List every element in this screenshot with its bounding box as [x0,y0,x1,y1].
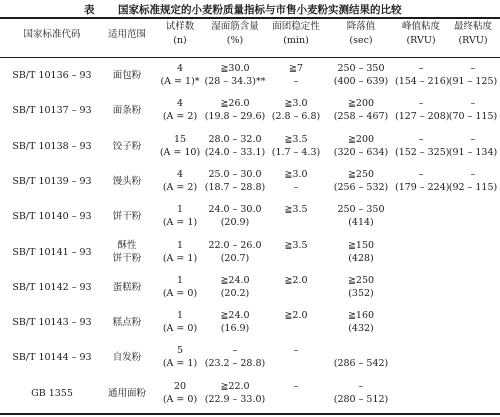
dough-stability-measured [266,357,326,370]
table-row [0,237,500,270]
sample-count-cell [156,309,204,335]
dough-stability-measured: – [293,76,299,87]
dough-stability-cell [266,97,326,123]
falling-number-measured: (280 – 512) [333,394,389,405]
header-stability [266,20,326,48]
peak-viscosity-cell [395,239,447,265]
wet-gluten-measured: (16.9) [220,323,250,334]
table-row [0,378,500,411]
header-peak [395,20,447,48]
peak-viscosity-measured [395,357,447,370]
table-row [0,166,500,199]
peak-viscosity-standard [395,344,447,357]
scope-line: 蛋糕粉 [112,282,142,293]
dough-stability-cell [266,168,326,194]
peak-viscosity-standard: – [418,98,424,109]
final-viscosity-cell [448,203,498,229]
wet-gluten-cell [203,309,267,335]
header-scope [100,28,154,42]
sample-count-cell [156,133,204,159]
wet-gluten-measured: (23.2 – 28.8) [204,358,266,369]
final-viscosity-measured: (70 – 115) [448,111,498,122]
final-viscosity-measured [448,393,498,406]
dough-stability-measured: (1.7 – 4.3) [271,147,321,158]
dough-stability-measured [266,252,326,265]
sample-count-measured: (A = 10) [159,147,201,158]
application-scope [100,387,154,400]
wet-gluten-cell [203,62,267,88]
peak-viscosity-measured [395,252,447,265]
dough-stability-standard: ≧3.5 [284,134,308,145]
final-viscosity-cell [448,380,498,406]
standard-code: SB/T 10137 – 93 [12,105,92,116]
header-n-line2: (n) [173,35,187,46]
scope-line: 饼干粉 [112,211,142,222]
sample-count-standard: 20 [173,381,187,392]
scope-line: 酥性 [117,240,137,251]
application-scope [100,316,154,329]
header-gluten-line1: 湿面筋含量 [211,21,259,32]
header-gluten-line2: (%) [226,35,244,46]
scope-line: 面条粉 [112,105,142,116]
peak-viscosity-measured: (127 – 208) [395,111,450,122]
wet-gluten-standard: 22.0 – 26.0 [208,240,262,251]
peak-viscosity-standard: – [418,134,424,145]
final-viscosity-standard: – [470,169,476,180]
wet-gluten-standard: 25.0 – 30.0 [208,169,262,180]
standard-code: SB/T 10144 – 93 [12,352,92,363]
peak-viscosity-standard: – [418,63,424,74]
bottom-rule [0,413,500,415]
falling-number-measured: (414) [348,217,374,228]
dough-stability-cell [266,203,326,229]
standard-code: SB/T 10140 – 93 [12,211,92,222]
final-viscosity-cell [448,97,498,123]
peak-viscosity-cell [395,274,447,300]
standard-code: SB/T 10141 – 93 [12,247,92,258]
scope-line: 通用面粉 [107,388,146,399]
wet-gluten-measured: (20.9) [220,217,250,228]
scope-line: 馒头粉 [112,176,142,187]
sample-count-measured: (A = 1)* [160,76,200,87]
wet-gluten-measured: (20.2) [220,288,250,299]
falling-number-standard [328,344,394,357]
scope-line: 饺子粉 [112,141,142,152]
application-scope [100,239,154,265]
falling-number-cell [328,168,394,194]
final-viscosity-standard: – [470,63,476,74]
header-n [156,20,204,48]
table-row [0,272,500,305]
dough-stability-measured [266,287,326,300]
falling-number-standard: ≧200 [347,98,375,109]
dough-stability-cell [266,344,326,370]
header-code [6,28,98,42]
sample-count-cell [156,62,204,88]
sample-count-standard: 1 [176,204,184,215]
sample-count-measured: (A = 1) [162,358,198,369]
dough-stability-cell [266,239,326,265]
falling-number-cell [328,203,394,229]
header-peak-line2: (RVU) [406,35,436,46]
falling-number-standard: ≧150 [347,240,375,251]
peak-viscosity-cell [395,62,450,88]
peak-viscosity-cell [395,380,447,406]
table-row [0,95,500,128]
peak-viscosity-cell [395,133,450,159]
wet-gluten-cell [203,380,267,406]
peak-viscosity-measured: (154 – 216) [395,76,450,87]
final-viscosity-cell [448,309,498,335]
wet-gluten-cell [203,203,267,229]
wet-gluten-standard: ≧24.0 [220,310,250,321]
wet-gluten-cell [203,133,267,159]
wet-gluten-measured: (19.8 – 29.6) [204,111,266,122]
falling-number-cell [328,344,394,370]
falling-number-cell [328,97,394,123]
scope-line: 糕点粉 [112,317,142,328]
peak-viscosity-cell [395,344,447,370]
wet-gluten-standard: ≧24.0 [220,275,250,286]
falling-number-measured: (258 – 467) [333,111,389,122]
wet-gluten-cell [203,97,267,123]
wet-gluten-standard: 28.0 – 32.0 [208,134,262,145]
table-title-text: 国家标准规定的小麦粉质量指标与市售小麦粉实测结果的比较 [118,4,402,16]
application-scope [100,69,154,82]
wet-gluten-cell [203,274,267,300]
dough-stability-measured [266,216,326,229]
wet-gluten-standard: – [232,345,238,356]
peak-viscosity-standard [395,274,447,287]
falling-number-standard: ≧250 [347,169,375,180]
final-viscosity-standard [448,203,498,216]
application-scope [100,140,154,153]
peak-viscosity-measured: (152 – 325) [395,147,450,158]
peak-viscosity-standard [395,380,447,393]
standard-code: SB/T 10143 – 93 [12,317,92,328]
final-viscosity-standard [448,344,498,357]
falling-number-measured: (428) [348,253,374,264]
standard-code: GB 1355 [31,388,73,399]
sample-count-standard: 1 [176,240,184,251]
wet-gluten-measured: (18.7 – 28.8) [204,182,266,193]
dough-stability-standard: ≧3.0 [284,98,308,109]
dough-stability-standard: – [293,381,299,392]
standard-code: SB/T 10136 – 93 [12,70,92,81]
sample-count-cell [156,274,204,300]
dough-stability-cell [266,62,326,88]
scope-line: 面包粉 [112,70,142,81]
final-viscosity-measured: (91 – 134) [448,147,498,158]
falling-number-measured: (286 – 542) [333,358,389,369]
header-falling [328,20,394,48]
dough-stability-cell [266,309,326,335]
scope-line: 饼干粉 [112,253,142,264]
header-falling-line2: (sec) [349,35,373,46]
falling-number-standard: 250 – 350 [337,204,385,215]
sample-count-standard: 15 [173,134,187,145]
header-gluten [203,20,267,48]
table-row [0,201,500,234]
peak-viscosity-measured [395,322,447,335]
dough-stability-measured: (2.8 – 6.8) [271,111,321,122]
header-rule [0,57,500,58]
sample-count-measured: (A = 2) [162,111,198,122]
application-scope [100,104,154,117]
final-viscosity-measured [448,322,498,335]
falling-number-cell [328,309,394,335]
wet-gluten-measured: (20.7) [220,253,250,264]
falling-number-cell [328,380,394,406]
table-row [0,60,500,93]
peak-viscosity-cell [395,309,447,335]
sample-count-cell [156,344,204,370]
dough-stability-cell [266,274,326,300]
final-viscosity-measured [448,252,498,265]
dough-stability-standard: – [293,345,299,356]
final-viscosity-cell [448,133,498,159]
sample-count-cell [156,168,204,194]
falling-number-standard: ≧200 [347,134,375,145]
final-viscosity-measured [448,216,498,229]
wet-gluten-measured: (24.0 – 33.1) [204,147,266,158]
wet-gluten-standard: ≧22.0 [220,381,250,392]
falling-number-measured: (320 – 634) [333,147,389,158]
final-viscosity-measured: (92 – 115) [448,182,498,193]
peak-viscosity-cell [395,168,450,194]
sample-count-cell [156,380,204,406]
dough-stability-measured [266,322,326,335]
final-viscosity-cell [448,274,498,300]
standard-code: SB/T 10142 – 93 [12,282,92,293]
dough-stability-standard: ≧3.0 [284,169,308,180]
wet-gluten-cell [203,168,267,194]
wet-gluten-measured: (28 – 34.3)** [204,76,266,87]
header-final-line1: 最终粘度 [453,21,492,32]
sample-count-cell [156,239,204,265]
table-label: 表 [84,4,95,16]
standard-code: SB/T 10138 – 93 [12,141,92,152]
sample-count-measured: (A = 1) [162,253,198,264]
sample-count-standard: 1 [176,275,184,286]
sample-count-measured: (A = 1) [162,217,198,228]
header-stability-line1: 面团稳定性 [272,21,320,32]
final-viscosity-measured: (91 – 125) [448,76,498,87]
peak-viscosity-standard [395,203,447,216]
peak-viscosity-cell [395,203,447,229]
table-row [0,131,500,164]
falling-number-standard: ≧250 [347,275,375,286]
falling-number-standard: 250 – 350 [337,63,385,74]
dough-stability-measured [266,393,326,406]
application-scope [100,175,154,188]
sample-count-cell [156,97,204,123]
wet-gluten-cell [203,239,267,265]
dough-stability-standard: ≧2.0 [284,275,308,286]
sample-count-standard: 4 [176,98,184,109]
sample-count-measured: (A = 0) [162,288,198,299]
final-viscosity-standard [448,380,498,393]
peak-viscosity-measured [395,216,447,229]
sample-count-measured: (A = 0) [162,394,198,405]
dough-stability-standard: ≧7 [288,63,303,74]
application-scope [100,351,154,364]
wet-gluten-standard: ≧26.0 [220,98,250,109]
sample-count-standard: 4 [176,63,184,74]
dough-stability-cell [266,133,326,159]
final-viscosity-cell [448,62,498,88]
standard-code: SB/T 10139 – 93 [12,176,92,187]
sample-count-measured: (A = 0) [162,323,198,334]
wet-gluten-cell [203,344,267,370]
falling-number-measured: (400 – 639) [333,76,389,87]
wet-gluten-measured: (22.9 – 33.0) [204,394,266,405]
falling-number-measured: (352) [348,288,374,299]
header-final [448,20,498,48]
falling-number-cell [328,274,394,300]
peak-viscosity-measured [395,287,447,300]
table-row [0,307,500,340]
peak-viscosity-measured: (179 – 224) [395,182,450,193]
final-viscosity-standard [448,274,498,287]
header-peak-line1: 峰值粘度 [401,21,440,32]
sample-count-standard: 5 [176,345,184,356]
top-rule [0,17,500,19]
table-title [0,0,500,16]
scope-line: 自发粉 [112,352,142,363]
falling-number-cell [328,239,394,265]
header-code-text: 国家标准代码 [23,29,81,40]
header-final-line2: (RVU) [458,35,488,46]
sample-count-standard: 1 [176,310,184,321]
dough-stability-cell [266,380,326,406]
sample-count-measured: (A = 2) [162,182,198,193]
header-scope-text: 适用范围 [107,29,146,40]
dough-stability-measured: – [293,182,299,193]
falling-number-standard: – [358,381,364,392]
peak-viscosity-standard: – [418,169,424,180]
header-n-line1: 试样数 [165,21,195,32]
peak-viscosity-measured [395,393,447,406]
final-viscosity-standard: – [470,98,476,109]
peak-viscosity-standard [395,239,447,252]
dough-stability-standard: ≧2.0 [284,310,308,321]
wet-gluten-standard: ≧30.0 [220,63,250,74]
final-viscosity-standard [448,239,498,252]
falling-number-standard: ≧160 [347,310,375,321]
falling-number-cell [328,62,394,88]
final-viscosity-measured [448,357,498,370]
final-viscosity-standard [448,309,498,322]
application-scope [100,281,154,294]
falling-number-measured: (256 – 532) [333,182,389,193]
header-stability-line2: (min) [283,35,309,46]
falling-number-measured: (432) [348,323,374,334]
peak-viscosity-standard [395,309,447,322]
falling-number-cell [328,133,394,159]
sample-count-standard: 4 [176,169,184,180]
final-viscosity-cell [448,239,498,265]
application-scope [100,210,154,223]
peak-viscosity-cell [395,97,450,123]
wet-gluten-standard: 24.0 – 30.0 [208,204,262,215]
table-row [0,342,500,375]
dough-stability-standard: ≧3.5 [284,240,308,251]
header-falling-line1: 降落值 [346,21,376,32]
dough-stability-standard: ≧3.5 [284,204,308,215]
final-viscosity-measured [448,287,498,300]
final-viscosity-standard: – [470,134,476,145]
final-viscosity-cell [448,168,498,194]
final-viscosity-cell [448,344,498,370]
sample-count-cell [156,203,204,229]
